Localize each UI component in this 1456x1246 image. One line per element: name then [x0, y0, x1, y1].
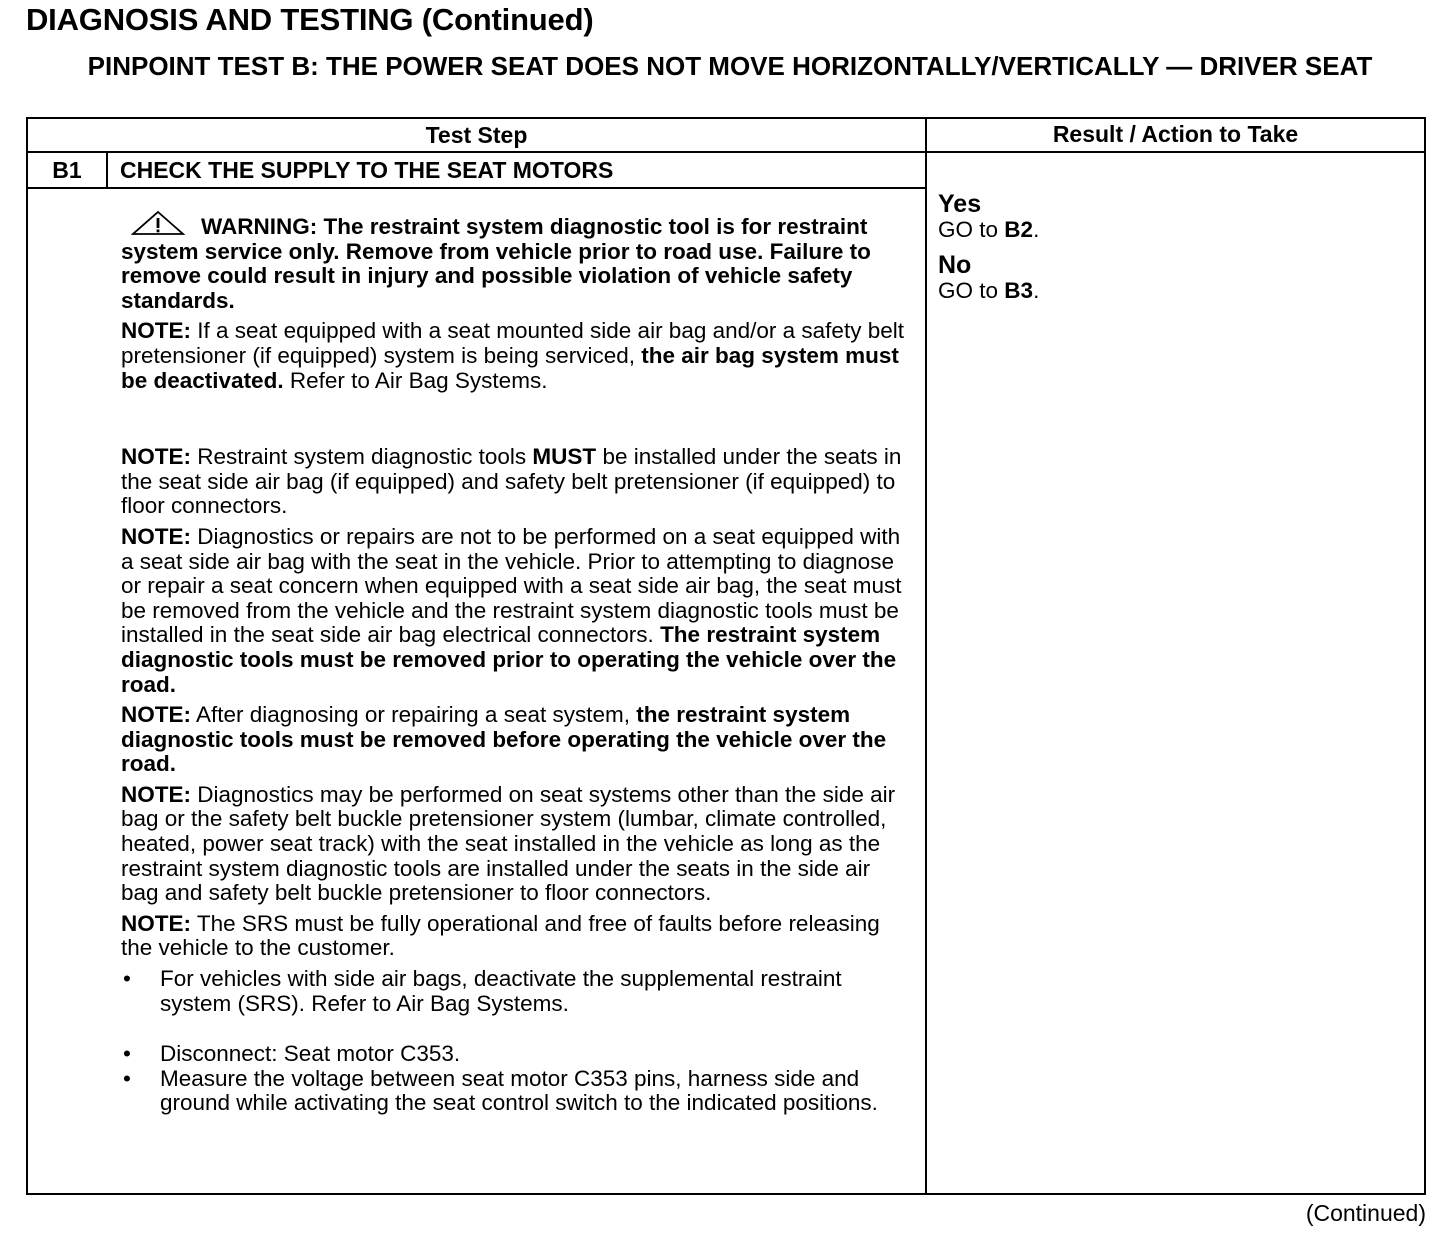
note-text: The SRS must be fully operational and free of faults before releasing the vehicle to the customer. — [121, 910, 880, 961]
note-emphasis: The restraint system diagnostic tools must be removed prior to operating the vehicle over the road. — [121, 622, 897, 697]
bullet-icon: • — [123, 966, 131, 992]
note-text: Restraint system diagnostic tools — [197, 444, 527, 470]
note-label: NOTE: — [121, 523, 191, 549]
note-text: If a seat equipped with a seat mounted side air bag and/or a safety belt pretensioner (if equipped) system is being serviced, — [121, 318, 904, 368]
bullet-icon: • — [123, 1041, 131, 1067]
list-item — [121, 967, 911, 1016]
list-item-text: Disconnect: Seat motor C353. — [160, 1041, 461, 1067]
note-label: NOTE: — [121, 702, 191, 728]
warning-text: WARNING: The restraint system diagnostic tool is for restraint system service only. Remove from vehicle prior to road use. Failure to remove could result in injury and possible violation of vehicle safety standards. — [121, 214, 871, 313]
step-id: B1 — [52, 157, 82, 183]
list-item-text: Measure the voltage between seat motor C353 pins, harness side and ground while activating the seat control switch to the indicated positions. — [160, 1065, 878, 1116]
result-no-label: No — [938, 250, 972, 279]
note-text: be installed under the seats in the seat side air bag (if equipped) and safety belt pretensioner (if equipped) to floor connectors. — [121, 444, 902, 519]
result-yes-action — [938, 218, 1408, 243]
note-text: Diagnostics may be performed on seat systems other than the side air bag or the safety belt buckle pretensioner system (lumbar, climate controlled, heated, power seat track) with the seat installed in the vehicle as long as the restraint system diagnostic tools are installed under the seats in the side air bag and safety belt buckle pretensioner to floor connectors. — [121, 781, 896, 906]
list-item — [121, 1067, 911, 1116]
note-label: NOTE: — [121, 910, 191, 936]
note-airbag-deactivate — [121, 319, 911, 393]
action-period: . — [1033, 217, 1040, 242]
note-after-repair — [121, 703, 911, 777]
note-text: After diagnosing or repairing a seat system, — [196, 702, 630, 728]
result-action-column — [938, 190, 1408, 303]
list-item-text: For vehicles with side air bags, deactivate the supplemental restraint system (SRS). Refer to Air Bag Systems. — [160, 966, 842, 1016]
result-no-action — [938, 279, 1408, 304]
procedure-list — [121, 967, 911, 1116]
note-emphasis: MUST — [532, 444, 597, 470]
note-label: NOTE: — [121, 444, 191, 470]
bullet-icon: • — [123, 1065, 131, 1091]
note-text: Refer to Air Bag Systems. — [289, 367, 548, 393]
step-title: CHECK THE SUPPLY TO THE SEAT MOTORS — [120, 157, 614, 183]
result-yes-label: Yes — [938, 190, 982, 218]
note-text: Diagnostics or repairs are not to be performed on a seat equipped with a seat side air bag with the seat in the vehicle. Prior to attempting to diagnose or repair a seat concern when equipped with a seat side air bag, the seat must be removed from the vehicle and the restraint system diagnostic tools must be installed in the seat side air bag electrical connectors. — [121, 523, 902, 648]
note-label: NOTE: — [121, 781, 191, 807]
table-header-divider — [26, 151, 1426, 153]
test-step-content — [121, 210, 911, 1116]
action-period: . — [1033, 277, 1040, 303]
go-to-b3-link[interactable]: B3 — [1004, 277, 1034, 303]
go-to-b2-link[interactable]: B2 — [1004, 217, 1034, 242]
pinpoint-test-title: PINPOINT TEST B: THE POWER SEAT DOES NOT MOVE HORIZONTALLY/VERTICALLY — DRIVER SEAT — [87, 51, 1373, 81]
header-result-action: Result / Action to Take — [1052, 121, 1299, 147]
action-prefix: GO to — [938, 217, 999, 242]
step-id-divider — [106, 152, 108, 188]
note-seat-removal — [121, 525, 911, 697]
note-label: NOTE: — [121, 318, 191, 344]
warning-block — [121, 210, 911, 313]
continued-label: (Continued) — [1305, 1200, 1426, 1226]
step-row-divider — [26, 187, 926, 189]
list-item — [121, 1042, 911, 1067]
page-title: DIAGNOSIS AND TESTING (Continued) — [26, 2, 594, 37]
header-test-step: Test Step — [425, 122, 528, 148]
note-emphasis: the restraint system diagnostic tools must be removed before operating the vehicle over the road. — [121, 702, 887, 777]
action-prefix: GO to — [938, 277, 999, 303]
note-emphasis: the air bag system must be deactivated. — [121, 342, 899, 393]
note-srs-operational — [121, 912, 911, 961]
table-column-divider — [925, 117, 927, 1195]
warning-triangle-icon — [131, 210, 185, 236]
note-other-seat-systems — [121, 783, 911, 906]
note-diagnostic-tools-install — [121, 445, 911, 519]
